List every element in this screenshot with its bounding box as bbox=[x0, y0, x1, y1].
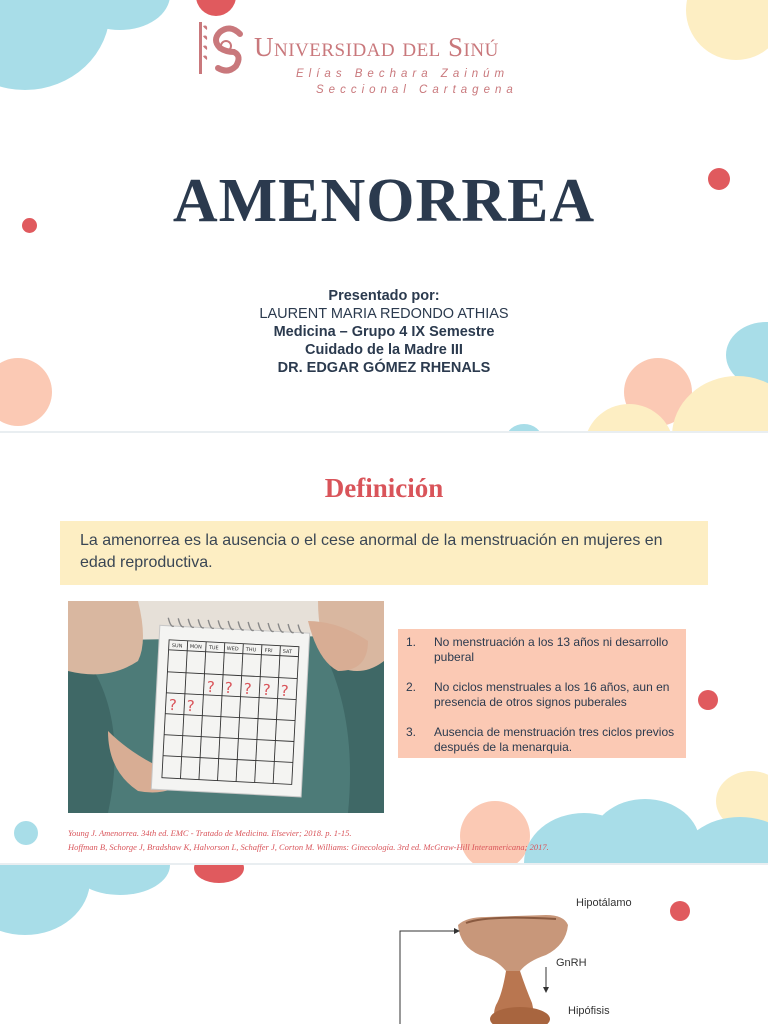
university-seal-icon bbox=[196, 18, 248, 78]
presented-by-label: Presentado por: bbox=[328, 288, 440, 304]
calendar-day-mon: MON bbox=[189, 643, 202, 651]
decor-circle bbox=[14, 821, 38, 845]
reference-item: Hoffman B, Schorge J, Bradshaw K, Halvorson L, Schaffer J, Corton M. Williams: Ginecología. 3rd ed. McGraw-Hill Interamericana; 2017. bbox=[68, 842, 549, 852]
university-founder: Elías Bechara Zainúm bbox=[296, 68, 510, 80]
decor-circle bbox=[670, 901, 690, 921]
presentation-title: AMENORREA bbox=[172, 167, 596, 235]
list-item-text: No menstruación a los 13 años ni desarrollo puberal bbox=[434, 635, 669, 664]
decor-circle bbox=[698, 690, 718, 710]
criteria-list bbox=[398, 629, 686, 758]
university-logo bbox=[196, 18, 576, 98]
references bbox=[68, 826, 549, 854]
title-slide bbox=[0, 0, 768, 433]
decor-circle bbox=[686, 0, 768, 60]
calendar-day-sat: SAT bbox=[282, 648, 293, 656]
list-item-number: 1. bbox=[406, 635, 417, 649]
calendar-photo-illustration bbox=[68, 601, 384, 813]
reference-item: Young J. Amenorrea. 34th ed. EMC - Tratado de Medicina. Elsevier; 2018. p. 1-15. bbox=[68, 828, 352, 838]
list-item bbox=[406, 635, 676, 665]
program-line: Medicina – Grupo 4 IX Semestre bbox=[273, 324, 495, 340]
anatomy-slide bbox=[0, 865, 768, 1024]
gnrh-arrow bbox=[543, 967, 549, 993]
university-campus: Seccional Cartagena bbox=[316, 84, 518, 96]
pituitary-label: Hipófisis bbox=[568, 1005, 610, 1017]
calendar-day-sun: SUN bbox=[171, 642, 183, 650]
credits-block bbox=[0, 287, 768, 377]
list-item-number: 3. bbox=[406, 725, 417, 739]
professor-line: DR. EDGAR GÓMEZ RHENALS bbox=[277, 360, 491, 376]
calendar-day-thu: THU bbox=[245, 646, 257, 654]
hypothalamus-label: Hipotálamo bbox=[576, 897, 632, 909]
svg-text:?: ? bbox=[206, 677, 216, 697]
decor-circle bbox=[196, 0, 236, 16]
decor-circle bbox=[194, 865, 244, 883]
calendar-day-fri: FRI bbox=[264, 647, 273, 655]
calendar-photo bbox=[68, 601, 384, 813]
svg-text:?: ? bbox=[243, 679, 253, 699]
author-name: LAURENT MARIA REDONDO ATHIAS bbox=[259, 306, 509, 322]
feedback-arrow bbox=[400, 928, 460, 1024]
gnrh-label: GnRH bbox=[556, 957, 587, 969]
list-item-text: Ausencia de menstruación tres ciclos previos después de la menarquia. bbox=[434, 725, 675, 754]
svg-text:?: ? bbox=[280, 681, 290, 701]
university-name: Universidad del Sinú bbox=[254, 32, 499, 62]
calendar-day-tue: TUE bbox=[208, 644, 219, 652]
section-heading: Definición bbox=[324, 473, 444, 503]
definition-box: La amenorrea es la ausencia o el cese anormal de la menstruación en mujeres en edad reproductiva. bbox=[60, 521, 708, 585]
list-item bbox=[406, 725, 676, 755]
list-item bbox=[406, 680, 676, 710]
list-item-number: 2. bbox=[406, 680, 417, 694]
calendar-day-wed: WED bbox=[226, 645, 239, 653]
svg-text:?: ? bbox=[224, 678, 234, 698]
definition-slide bbox=[0, 433, 768, 865]
list-item-text: No ciclos menstruales a los 16 años, aun en presencia de otros signos puberales bbox=[434, 680, 670, 709]
svg-text:?: ? bbox=[262, 680, 272, 700]
svg-text:?: ? bbox=[168, 695, 178, 715]
course-line: Cuidado de la Madre III bbox=[305, 342, 463, 358]
svg-text:?: ? bbox=[186, 696, 196, 716]
